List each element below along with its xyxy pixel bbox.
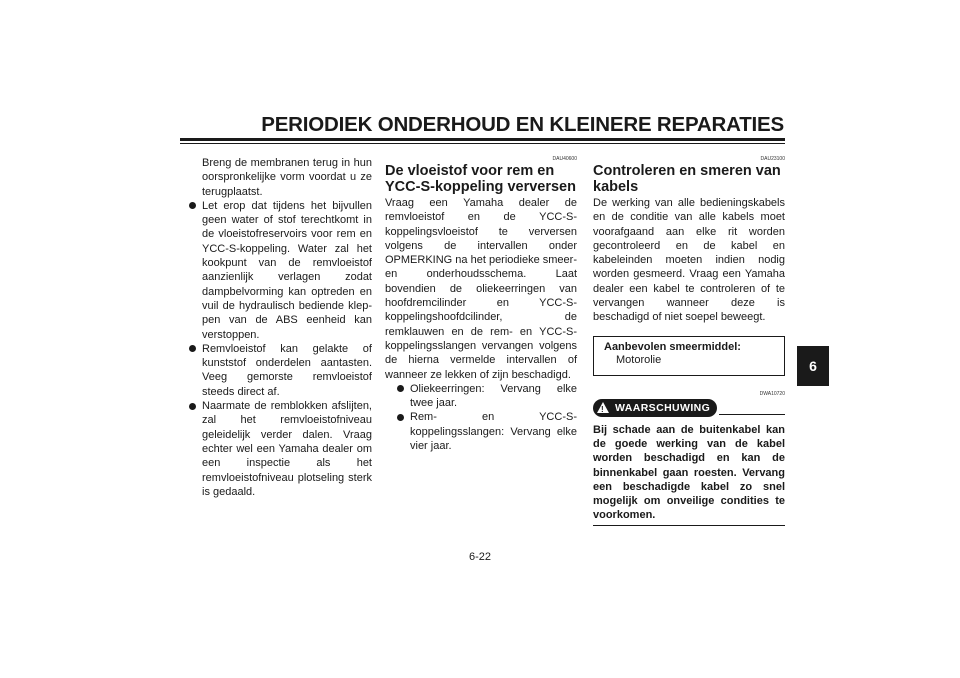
page-number: 6-22 (468, 551, 492, 563)
list-item: Let erop dat tijdens het bijvullen geen water of stof terechtkomt in de vloeistofreservoirs voor rem en YCC-S-koppeling. Water zal het kookpunt van de remvloeistof aanzienlijk verlagen zodat dampbelvorming kan optreden en vuil de hydraulisch bediende klep-pen van de ABS eenheid kan verstoppen. (185, 199, 372, 342)
warning-code: DWA10720 (759, 390, 785, 397)
lubricant-box (593, 336, 785, 376)
header-rule-thin (180, 143, 785, 144)
chapter-tab[interactable]: 6 (797, 346, 829, 386)
list-item: Oliekeerringen: Vervang elke twee jaar. (393, 382, 577, 411)
warning-header (593, 399, 785, 417)
list-item: Naarmate de remblokken afslijten, zal het remvloeistofniveau geleidelijk verder dalen. Vraag echter wel een Yamaha dealer om een inspectie als het remvloeistofniveau plotseling sterk is gedaald. (185, 399, 372, 499)
header-rule-thick (180, 138, 785, 141)
warning-triangle-icon: ! (597, 402, 609, 413)
sub-list (385, 382, 577, 453)
column-middle (385, 156, 577, 453)
section-heading: Controleren en smeren van kabels (593, 163, 781, 195)
intro-paragraph: Breng de membranen terug in hun oorspronkelijke vorm voordat u ze terugplaatst. (202, 157, 372, 198)
page-title: PERIODIEK ONDERHOUD EN KLEINERE REPARATIES (261, 113, 784, 136)
warning-bottom-rule (593, 525, 785, 526)
warning-rule (719, 414, 785, 415)
column-right (593, 156, 785, 526)
column-left (185, 156, 372, 499)
lubricant-box-value: Motorolie (616, 353, 662, 366)
section-heading: De vloeistof voor rem en YCC-S-koppeling verversen (385, 163, 576, 195)
section-code: DAU23100 (760, 156, 785, 162)
section-code: DAU40600 (552, 156, 577, 162)
list-item: Rem- en YCC-S-koppelingsslangen: Vervang elke vier jaar. (393, 410, 577, 453)
warning-badge (593, 399, 717, 417)
lubricant-box-title: Aanbevolen smeermiddel: (604, 340, 741, 353)
warning-label: WAARSCHUWING (615, 401, 711, 414)
section-paragraph: De werking van alle bedieningskabels en de conditie van alle kabels moet voorafgaand aan elke rit worden gecontroleerd en de kabel en kabeleinden moeten indien nodig worden gesmeerd. Vraag een Yamaha dealer een kabel te controleren of te vervangen wanneer deze is beschadigd of niet soepel beweegt. (593, 197, 785, 324)
section-paragraph: Vraag een Yamaha dealer de remvloeistof en de YCC-S-koppelingsvloeistof te verversen volgens de intervallen onder OPMERKING na het periodieke smeer- en onderhoudsschema. Laat bovendien de oliekeerringen van hoofdremcilinder en YCC-S-koppelingshoofdcilinder, de remklauwen en de rem- en YCC-S-koppelingsslangen vervangen volgens de hierna vermelde intervallen of wanneer ze lekken of zijn beschadigd. (385, 197, 577, 381)
list-item: Remvloeistof kan gelakte of kunststof onderdelen aantasten. Veeg gemorste remvloeistof steeds direct af. (185, 342, 372, 399)
warning-text: Bij schade aan de buitenkabel kan de goede werking van de kabel worden beschadigd en kan de binnenkabel gaan roesten. Vervang een beschadigde kabel zo snel mogelijk om onveilige condities te voorkomen. (593, 423, 785, 522)
